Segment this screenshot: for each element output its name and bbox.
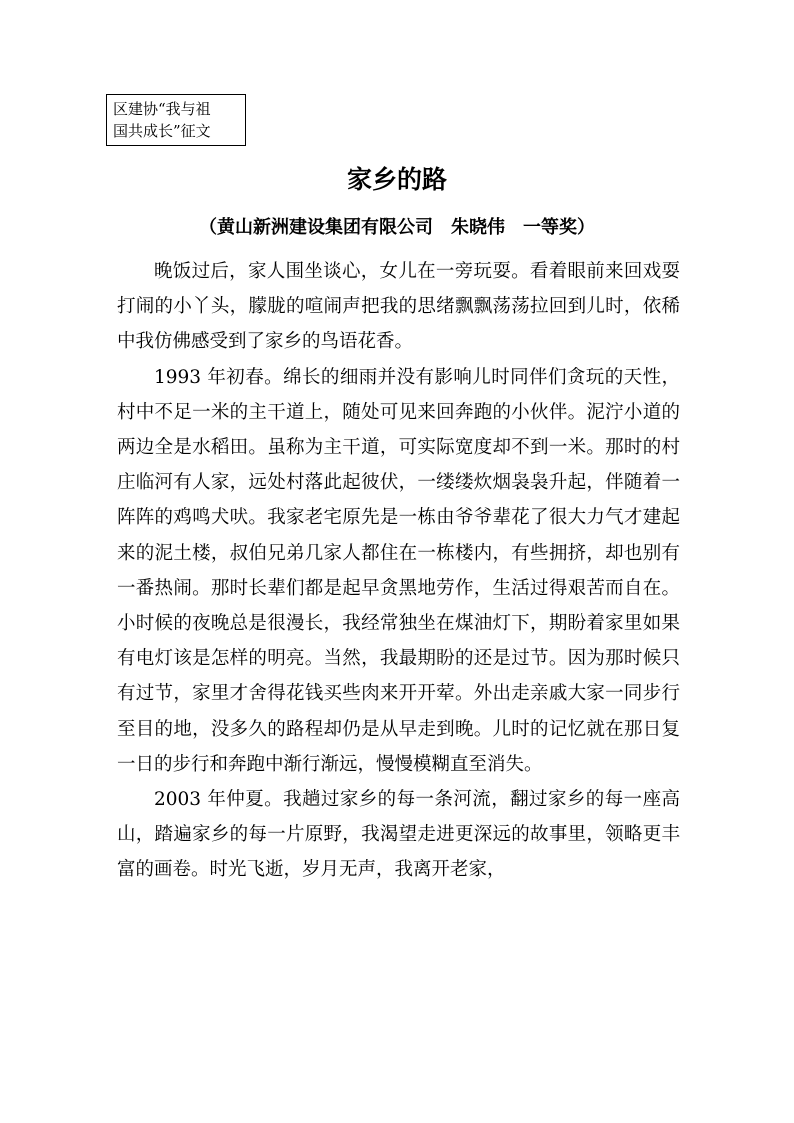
paragraph-3: 2003 年仲夏。我趟过家乡的每一条河流，翻过家乡的每一座高山，踏遍家乡的每一片原野，我渴望走进更深远的故事里，领略更丰富的画卷。时光飞逝，岁月无声，我离开老家， xyxy=(117,789,680,881)
author-byline: （黄山新洲建设集团有限公司 朱晓伟 一等奖） xyxy=(199,217,595,238)
paragraph-2: 1993 年初春。绵长的细雨并没有影响儿时同伴们贪玩的天性，村中不足一米的主干道上，随处可见来回奔跑的小伙伴。泥泞小道的两边全是水稻田。虽称为主干道，可实际宽度却不到一米。那时的村庄临河有人家，远处村落此起彼伏，一缕缕炊烟袅袅升起，伴随着一阵阵的鸡鸣犬吠。我家老宅原先是一栋由爷爷辈花了很大力气才建起来的泥土楼，叔伯兄弟几家人都住在一栋楼内，有些拥挤，却也别有一番热闹。那时长辈们都是起早贪黑地劳作，生活过得艰苦而自在。小时候的夜晚总是很漫长，我经常独坐在煤油灯下，期盼着家里如果有电灯该是怎样的明亮。当然，我最期盼的还是过节。因为那时候只有过节，家里才舍得花钱买些肉来开开荤。外出走亲戚大家一同步行至目的地，没多久的路程却仍是从早走到晚。儿时的记忆就在那日复一日的步行和奔跑中渐行渐远，慢慢模糊直至消失。 xyxy=(117,366,680,775)
paragraph-1: 晚饭过后，家人围坐谈心，女儿在一旁玩耍。看着眼前来回戏耍打闹的小丫头，朦胧的喧闹声把我的思绪飘飘荡荡拉回到儿时，依稀中我仿佛感受到了家乡的鸟语花香。 xyxy=(117,261,680,353)
essay-category-box xyxy=(106,94,246,146)
body-text xyxy=(117,254,680,888)
category-line-1: 区建协“我与祖 xyxy=(113,100,211,118)
document-title: 家乡的路 xyxy=(346,165,447,194)
category-line-2: 国共成长”征文 xyxy=(113,122,211,140)
